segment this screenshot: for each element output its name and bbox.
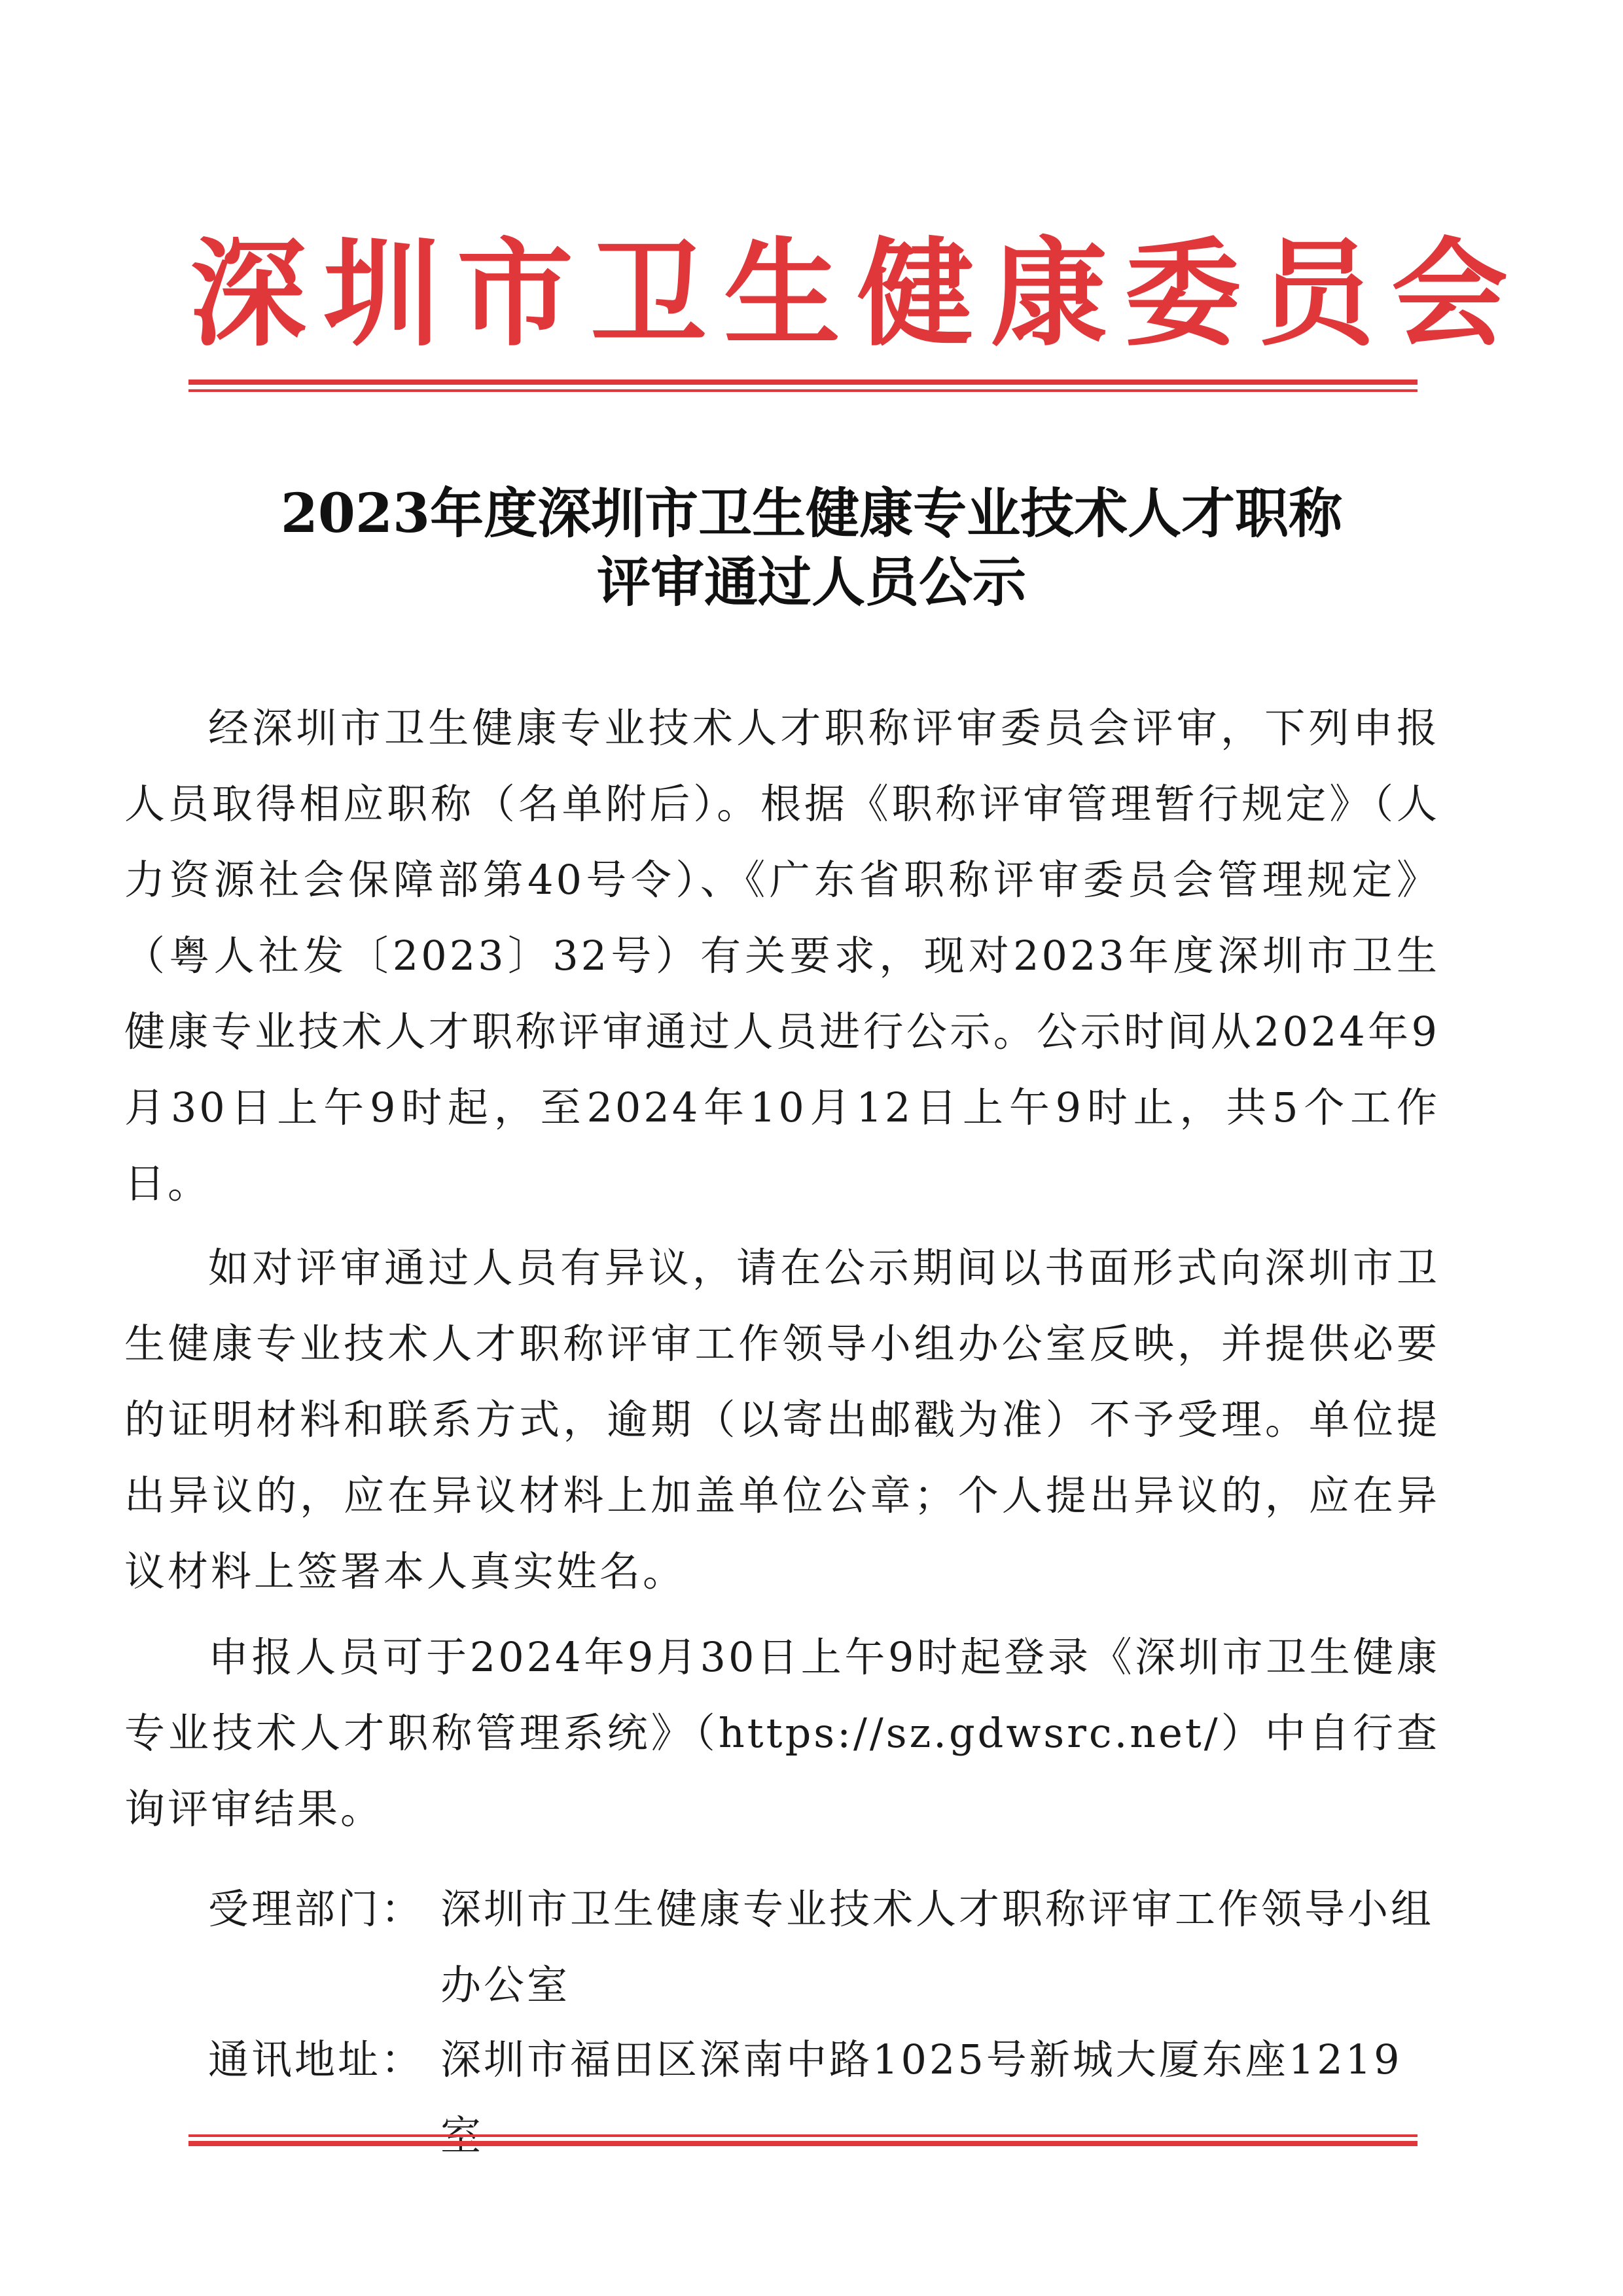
document-title-line-1: 2023年度深圳市卫生健康专业技术人才职称 xyxy=(280,482,1343,545)
contact-address-label: 通讯地址： xyxy=(208,2036,425,2083)
footer-rule-thin xyxy=(188,2134,1418,2137)
contact-address-value: 深圳市福田区深南中路1025号新城大厦东座1219 xyxy=(440,2036,1402,2083)
contact-department-label: 受理部门： xyxy=(208,1885,425,1933)
letterhead-org-name: 深圳市卫生健康委员会 xyxy=(190,226,1525,362)
document-title-line-2: 评审通过人员公示 xyxy=(596,551,1026,614)
letterhead-rule-thick xyxy=(188,380,1418,385)
contact-department xyxy=(208,1871,1445,2023)
footer-rule-thick xyxy=(188,2141,1418,2146)
body-paragraph-1: 经深圳市卫生健康专业技术人才职称评审委员会评审，下列申报人员取得相应职称（名单附后）。根据《职称评审管理暂行规定》（人力资源社会保障部第40号令）、《广东省职称评审委员会管理规定》（粤人社发〔2023〕32号）有关要求，现对2023年度深圳市卫生健康专业技术人才职称评审通过人员进行公示。公示时间从2024年9月30日上午9时起，至2024年10月12日上午9时止，共5个工作日。 xyxy=(124,704,1440,1207)
body-paragraph-2: 如对评审通过人员有异议，请在公示期间以书面形式向深圳市卫生健康专业技术人才职称评审工作领导小组办公室反映，并提供必要的证明材料和联系方式，逾期（以寄出邮戳为准）不予受理。单位提出异议的，应在异议材料上加盖单位公章；个人提出异议的，应在异议材料上签署本人真实姓名。 xyxy=(124,1244,1440,1595)
contact-address xyxy=(208,2022,1445,2174)
contact-department-value: 深圳市卫生健康专业技术人才职称评审工作领导小组办公室 xyxy=(440,1885,1435,2009)
letterhead-rule-thin xyxy=(188,389,1418,392)
body-paragraph-3: 申报人员可于2024年9月30日上午9时起登录《深圳市卫生健康专业技术人才职称管理系统》（https://sz.gdwsrc.net/）中自行查询评审结果。 xyxy=(124,1633,1440,1833)
